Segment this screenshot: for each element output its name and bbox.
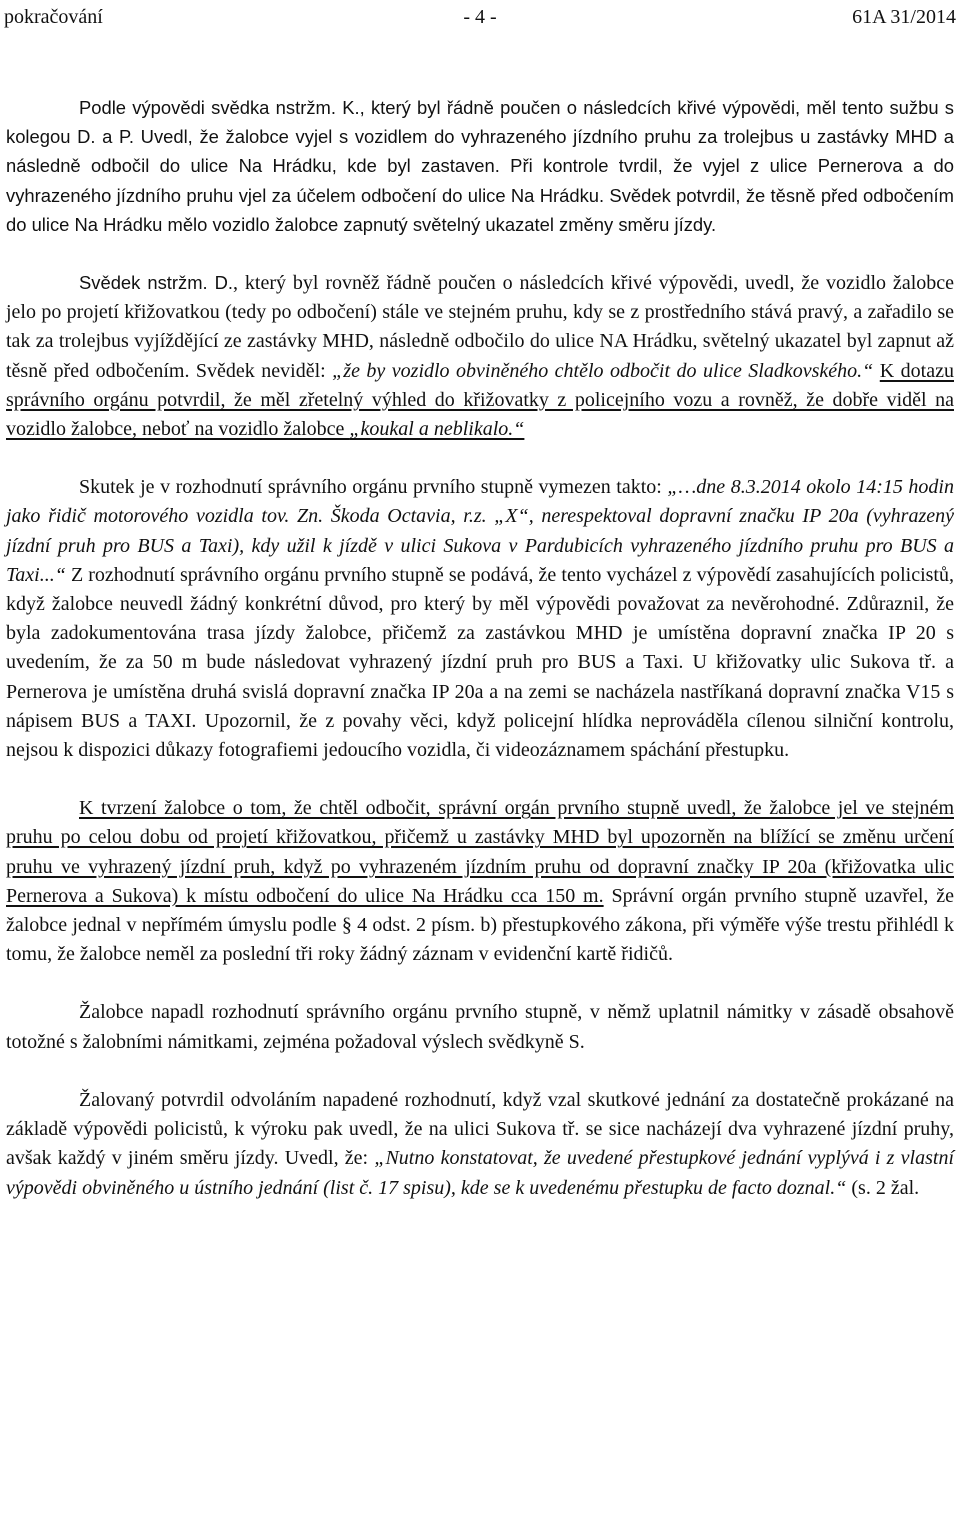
underlined-statement: K tvrzení žalobce o tom, že chtěl odbočit, správní orgán prvního stupně uvedl, že žalobce jel ve stejném pruhu po celou dobu od projetí křižovatkou, přičemž u zastávky MHD byl upozorněn na blížící se změnu určení pruhu ve vyhrazený jízdní pruh, když po vyhrazeném jízdním pruhu od dopravní značky IP 20a (křižovatka ulic Pernerova a Sukova) k místu odbočení do ulice Na Hrádku cca 150 m.	[6, 797, 954, 907]
witness-quote: „že by vozidlo obviněného chtělo odbočit do ulice Sladkovského.“	[332, 359, 874, 382]
paragraph-witness-k	[6, 93, 954, 239]
paragraph-text: Žalovaný potvrdil odvoláním napadené rozhodnutí, když vzal skutkové jednání za dostatečně prokázané na základě výpovědi policistů, k výroku pak uvedl, že na ulici Sukova tř. se sice nacházejí dva vyhrazené jízdní pruhy, avšak každý v jiném směru jízdy. Uvedl, že:	[6, 1088, 954, 1170]
underlined-statement: K dotazu správního orgánu potvrdil, že měl zřetelný výhled do křižovatky z policejního vozu a rovněž, že dobře viděl na vozidlo žalobce, neboť na vozidlo žalobce	[6, 359, 954, 441]
paragraph-intent	[6, 794, 954, 969]
document-body	[6, 93, 954, 1203]
defendant-quote: „Nutno konstatovat, že uvedené přestupkové jednání vyplývá i z vlastní výpovědi obviněného u ústního jednání (list č. 17 spisu), kde se k uvedenému přestupku de facto doznal.“	[6, 1147, 955, 1199]
witness-d-name: Svědek nstržm. D.	[79, 272, 234, 294]
paragraph-text: Podle výpovědi svědka nstržm. K., který byl řádně poučen o následcích křivé výpovědi, měl tento sužbu s kolegou D. a P. Uvedl, že žalobce vyjel s vozidlem do vyhrazeného jízdního pruhu za trolejbus u zastávky MHD a následně odbočil do ulice Na Hrádku, kde byl zastaven. Při kontrole tvrdil, že vyjel z ulice Pernerova a do vyhrazeného jízdního pruhu vjel za účelem odbočení do ulice Na Hrádku. Svědek potvrdil, že těsně před odbočením do ulice Na Hrádku mělo vozidlo žalobce zapnutý světelný ukazatel změny směru jízdy.	[6, 97, 954, 235]
paragraph-defendant	[6, 1086, 954, 1203]
paragraph-text: Žalobce napadl rozhodnutí správního orgánu prvního stupně, v němž uplatnil námitky v zásadě obsahově totožné s žalobními námitkami, zejména požadoval výslech svědkyně S.	[6, 1001, 954, 1053]
header-continuation-label: pokračování	[4, 6, 103, 28]
paragraph-text: Z rozhodnutí správního orgánu prvního stupně se podává, že tento vycházel z výpovědí zasahujících policistů, když žalobce neuvedl žádný konkrétní důvod, pro který by měl výpovědi považovat za nevěrohodné. Zdůraznil, že byla zadokumentována trasa jízdy žalobce, přičemž za zastávkou MHD je umístěna dopravní značka IP 20 s uvedením, že za 50 m bude následovat vyhrazený jízdní pruh pro BUS a Taxi. U křižovatky ulic Sukova tř. a Pernerova je umístěna druhá svislá dopravní značka IP 20a a na zemi se nacházela nastříkaná dopravní značka V15 s nápisem BUS a TAXI. Upozornil, že z povahy věci, když policejní hlídka neprováděla cílenou silniční kontrolu, nejsou k dispozici důkazy fotografiemi jedoucího vozidla, či videozáznamem spáchání přestupku.	[6, 563, 954, 762]
paragraph-text: Správní orgán prvního stupně uzavřel, že žalobce jednal v nepřímém úmyslu podle § 4 odst. 2 písm. b) přestupkového zákona, při výměře výše trestu přihlédl k tomu, že žalobce neměl za poslední tři roky žádný záznam v evidenční kartě řidičů.	[6, 884, 954, 966]
paragraph-tail: (s. 2 žal.	[846, 1176, 920, 1199]
paragraph-appeal	[6, 998, 954, 1056]
offence-quote: „…dne 8.3.2014 okolo 14:15 hodin jako řidič motorového vozidla tov. Zn. Škoda Octavia, r.z. „X“, nerespektoval dopravní značku IP 20a (vyhrazený jízdní pruh pro BUS a Taxi), kdy užil k jízdě v ulici Sukova v Pardubicích vyhrazeného jízdního pruhu pro BUS a Taxi...“	[6, 476, 954, 586]
paragraph-offence-description	[6, 473, 954, 765]
paragraph-witness-d	[6, 268, 954, 444]
page-number: - 4 -	[463, 6, 497, 28]
paragraph-intro: Skutek je v rozhodnutí správního orgánu prvního stupně vymezen takto:	[79, 476, 668, 499]
case-number: 61A 31/2014	[852, 6, 956, 28]
underlined-quote: „koukal a neblikalo.“	[349, 418, 525, 441]
paragraph-text: , který byl rovněž řádně poučen o následcích křivé výpovědi, uvedl, že vozidlo žalobce jelo po projetí křižovatkou (tedy po odbočení) stále ve stejném pruhu, kdy se z prostředního stává pravý, a zařadilo se tak za trolejbus vyjíždějící ze zastávky MHD, následně odbočilo do ulice NA Hrádku, světelný ukazatel byl zapnut až těsně před odbočením. Svědek neviděl:	[6, 272, 954, 382]
page-header	[4, 2, 956, 32]
